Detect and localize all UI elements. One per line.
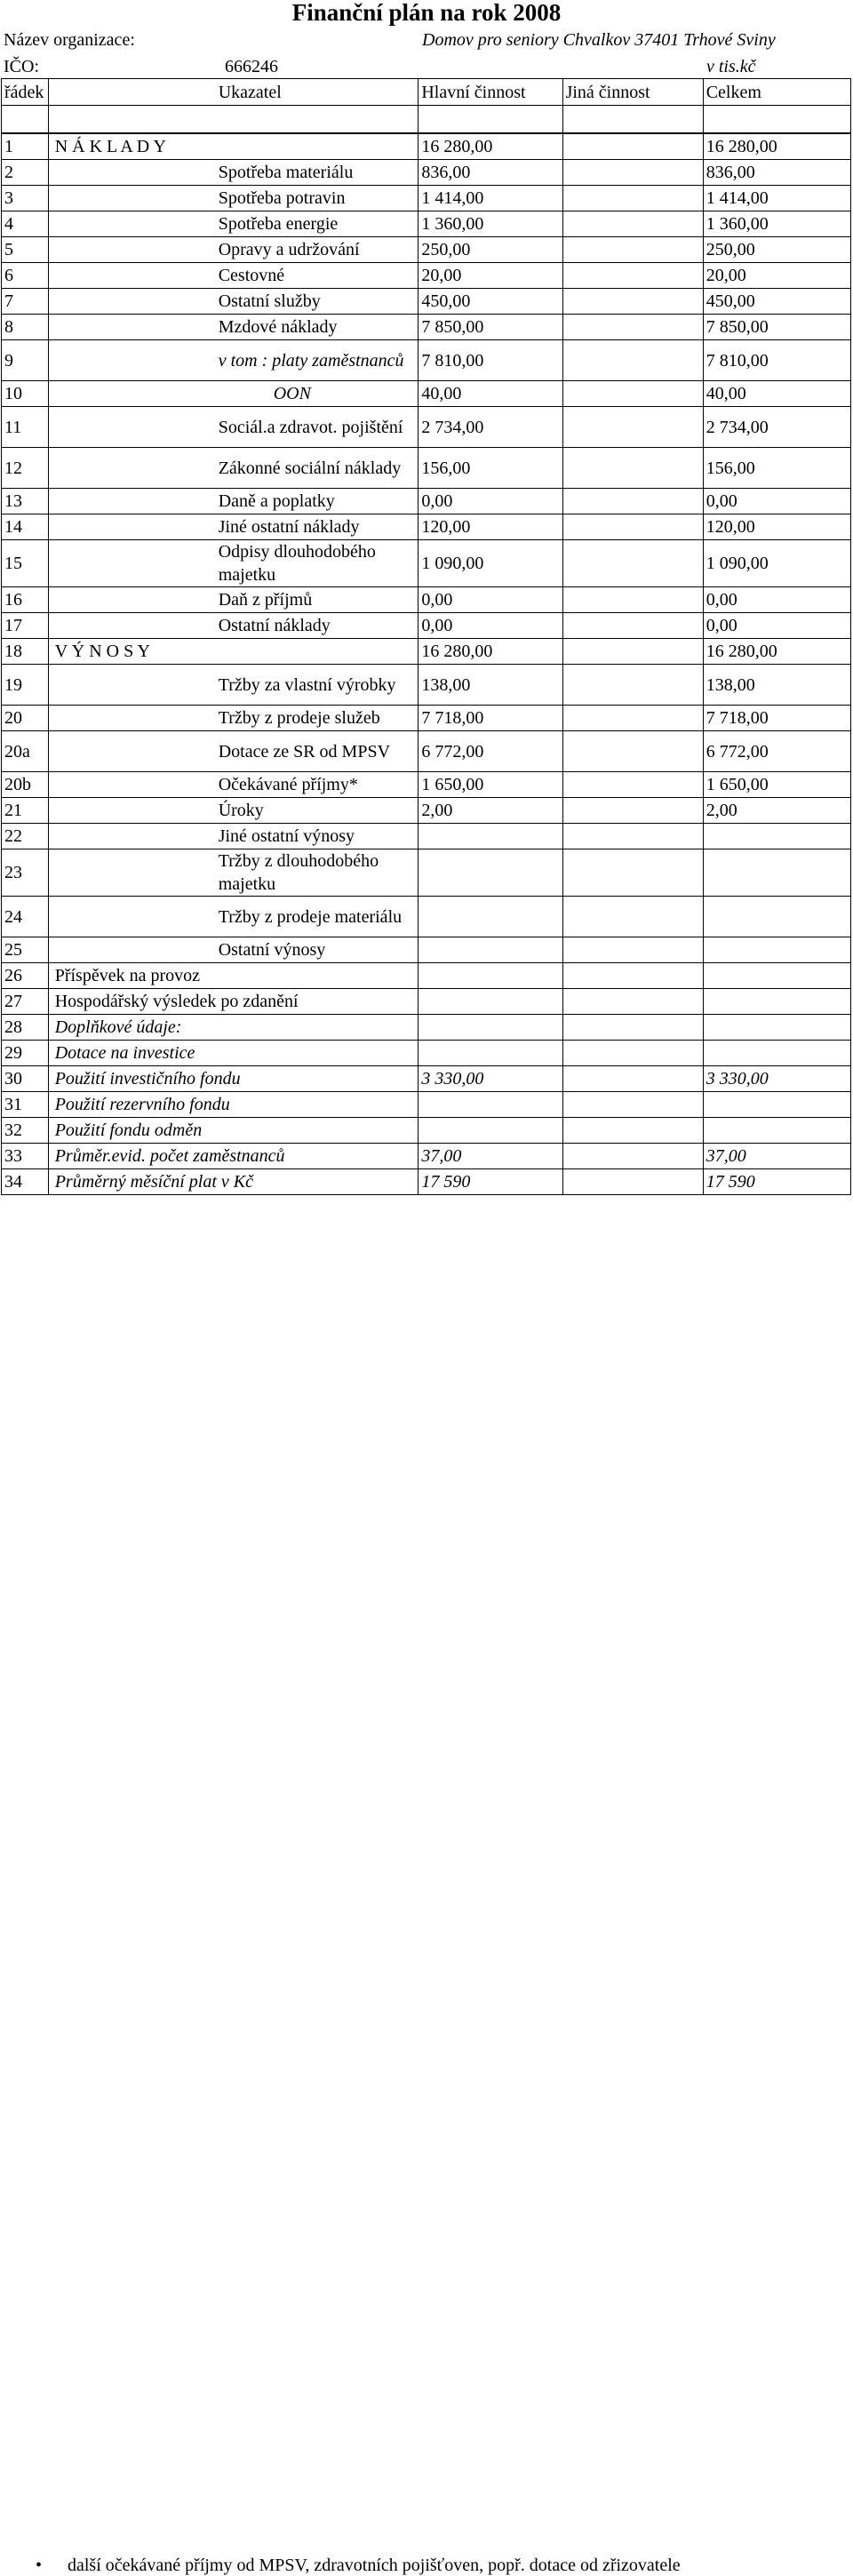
value-total: 2 734,00 <box>703 407 850 448</box>
row-number: 34 <box>2 1169 49 1195</box>
value-other <box>562 897 703 937</box>
header-cell-total: Celkem <box>703 79 850 106</box>
row-number: 21 <box>2 798 49 824</box>
org-label: Název organizace: <box>4 30 135 50</box>
table-row <box>2 897 851 937</box>
indicator-name: Daně a poplatky <box>48 489 419 514</box>
row-number: 20 <box>2 706 49 731</box>
value-other <box>562 489 703 514</box>
indicator-name: Ostatní služby <box>48 289 419 315</box>
value-main: 450,00 <box>419 289 562 315</box>
indicator-name: Tržby z prodeje služeb <box>48 706 419 731</box>
table-row <box>2 989 851 1015</box>
value-other <box>562 1015 703 1041</box>
table-row <box>2 849 851 897</box>
value-main: 6 772,00 <box>419 731 562 772</box>
table-row <box>2 211 851 237</box>
table-row <box>2 963 851 989</box>
value-total <box>703 1118 850 1144</box>
value-total: 2,00 <box>703 798 850 824</box>
value-other <box>562 1041 703 1066</box>
value-main: 250,00 <box>419 237 562 263</box>
row-number: 29 <box>2 1041 49 1066</box>
row-number: 3 <box>2 186 49 211</box>
value-main: 20,00 <box>419 263 562 289</box>
table-row <box>2 587 851 613</box>
indicator-name: Cestovné <box>48 263 419 289</box>
table-row <box>2 639 851 665</box>
row-number: 15 <box>2 540 49 587</box>
value-other <box>562 772 703 798</box>
value-total: 3 330,00 <box>703 1066 850 1092</box>
value-main <box>419 824 562 849</box>
table-row <box>2 772 851 798</box>
table-row <box>2 186 851 211</box>
row-number: 26 <box>2 963 49 989</box>
value-other <box>562 706 703 731</box>
value-total: 37,00 <box>703 1144 850 1169</box>
spacer-row <box>2 106 851 134</box>
table-row <box>2 381 851 407</box>
value-total: 1 090,00 <box>703 540 850 587</box>
row-number: 20a <box>2 731 49 772</box>
value-other <box>562 665 703 706</box>
value-main: 0,00 <box>419 613 562 639</box>
value-main: 0,00 <box>419 489 562 514</box>
value-main: 40,00 <box>419 381 562 407</box>
value-other <box>562 540 703 587</box>
org-name: Domov pro seniory Chvalkov 37401 Trhové Sviny <box>422 30 776 50</box>
value-total: 1 360,00 <box>703 211 850 237</box>
row-number: 27 <box>2 989 49 1015</box>
row-number: 8 <box>2 315 49 340</box>
row-number: 14 <box>2 514 49 540</box>
row-number: 6 <box>2 263 49 289</box>
row-number: 5 <box>2 237 49 263</box>
value-total: 16 280,00 <box>703 639 850 665</box>
indicator-name: V Ý N O S Y <box>48 639 419 665</box>
value-main <box>419 989 562 1015</box>
value-main <box>419 937 562 963</box>
value-main <box>419 849 562 897</box>
value-total: 6 772,00 <box>703 731 850 772</box>
value-other <box>562 448 703 489</box>
row-number: 9 <box>2 340 49 381</box>
value-other <box>562 613 703 639</box>
value-other <box>562 340 703 381</box>
value-other <box>562 1118 703 1144</box>
ico-label: IČO: <box>4 57 39 76</box>
value-other <box>562 1169 703 1195</box>
value-main <box>419 1092 562 1118</box>
value-main: 2 734,00 <box>419 407 562 448</box>
indicator-name: Očekávané příjmy* <box>48 772 419 798</box>
value-main <box>419 1118 562 1144</box>
value-total: 7 718,00 <box>703 706 850 731</box>
table-row <box>2 937 851 963</box>
table-row <box>2 731 851 772</box>
indicator-name: N Á K L A D Y <box>48 133 419 160</box>
indicator-name: Použití investičního fondu <box>48 1066 419 1092</box>
indicator-name: Hospodářský výsledek po zdanění <box>48 989 419 1015</box>
value-other <box>562 407 703 448</box>
table-row <box>2 1041 851 1066</box>
value-total: 40,00 <box>703 381 850 407</box>
row-number: 33 <box>2 1144 49 1169</box>
value-main: 16 280,00 <box>419 639 562 665</box>
value-other <box>562 937 703 963</box>
table-row <box>2 160 851 186</box>
value-total: 250,00 <box>703 237 850 263</box>
value-other <box>562 1092 703 1118</box>
value-other <box>562 824 703 849</box>
value-other <box>562 160 703 186</box>
table-row <box>2 340 851 381</box>
row-number: 2 <box>2 160 49 186</box>
value-total <box>703 897 850 937</box>
indicator-name: Mzdové náklady <box>48 315 419 340</box>
row-number: 11 <box>2 407 49 448</box>
value-other <box>562 133 703 160</box>
table-row <box>2 237 851 263</box>
value-other <box>562 1066 703 1092</box>
indicator-name: Odpisy dlouhodobého majetku <box>48 540 419 587</box>
table-row <box>2 289 851 315</box>
document-title: Finanční plán na rok 2008 <box>291 0 562 26</box>
value-total <box>703 849 850 897</box>
value-other <box>562 989 703 1015</box>
indicator-name: Příspěvek na provoz <box>48 963 419 989</box>
value-total: 138,00 <box>703 665 850 706</box>
value-main: 3 330,00 <box>419 1066 562 1092</box>
indicator-name: Doplňkové údaje: <box>48 1015 419 1041</box>
indicator-name: Tržby z dlouhodobého majetku <box>48 849 419 897</box>
indicator-name: Spotřeba potravin <box>48 186 419 211</box>
value-total <box>703 963 850 989</box>
value-total: 17 590 <box>703 1169 850 1195</box>
row-number: 16 <box>2 587 49 613</box>
value-total: 1 650,00 <box>703 772 850 798</box>
value-total: 1 414,00 <box>703 186 850 211</box>
row-number: 22 <box>2 824 49 849</box>
indicator-name: Ostatní náklady <box>48 613 419 639</box>
table-row <box>2 1015 851 1041</box>
value-other <box>562 315 703 340</box>
row-number: 7 <box>2 289 49 315</box>
table-row <box>2 514 851 540</box>
value-total: 450,00 <box>703 289 850 315</box>
value-other <box>562 211 703 237</box>
value-other <box>562 514 703 540</box>
header-cell-other: Jiná činnost <box>562 79 703 106</box>
table-row <box>2 263 851 289</box>
value-other <box>562 263 703 289</box>
header-cell-indicator: Ukazatel <box>48 79 419 106</box>
value-main: 37,00 <box>419 1144 562 1169</box>
table-row <box>2 1144 851 1169</box>
unit-label: v tis.kč <box>706 57 756 76</box>
row-number: 12 <box>2 448 49 489</box>
value-main: 2,00 <box>419 798 562 824</box>
ico-value: 666246 <box>225 57 278 76</box>
indicator-name: Jiné ostatní výnosy <box>48 824 419 849</box>
indicator-name: Zákonné sociální náklady <box>48 448 419 489</box>
value-total <box>703 1041 850 1066</box>
value-total: 20,00 <box>703 263 850 289</box>
row-number: 23 <box>2 849 49 897</box>
indicator-name: Jiné ostatní náklady <box>48 514 419 540</box>
header-cell-main: Hlavní činnost <box>419 79 562 106</box>
value-other <box>562 289 703 315</box>
row-number: 32 <box>2 1118 49 1144</box>
row-number: 1 <box>2 133 49 160</box>
row-number: 28 <box>2 1015 49 1041</box>
value-main: 1 414,00 <box>419 186 562 211</box>
row-number: 17 <box>2 613 49 639</box>
table-row <box>2 133 851 160</box>
indicator-name: Tržby za vlastní výrobky <box>48 665 419 706</box>
indicator-name: Daň z příjmů <box>48 587 419 613</box>
row-number: 24 <box>2 897 49 937</box>
row-number: 10 <box>2 381 49 407</box>
indicator-name: v tom : platy zaměstnanců <box>48 340 419 381</box>
value-main <box>419 1041 562 1066</box>
indicator-name: Dotace na investice <box>48 1041 419 1066</box>
value-other <box>562 798 703 824</box>
row-number: 19 <box>2 665 49 706</box>
value-main: 16 280,00 <box>419 133 562 160</box>
value-other <box>562 963 703 989</box>
table-row <box>2 1066 851 1092</box>
indicator-name: Spotřeba energie <box>48 211 419 237</box>
value-main: 7 810,00 <box>419 340 562 381</box>
indicator-name: Spotřeba materiálu <box>48 160 419 186</box>
value-main <box>419 963 562 989</box>
value-main: 1 360,00 <box>419 211 562 237</box>
indicator-name: Ostatní výnosy <box>48 937 419 963</box>
value-other <box>562 237 703 263</box>
table-row <box>2 613 851 639</box>
indicator-name: Průměrný měsíční plat v Kč <box>48 1169 419 1195</box>
value-total <box>703 1015 850 1041</box>
value-main <box>419 897 562 937</box>
table-row <box>2 1169 851 1195</box>
value-main: 0,00 <box>419 587 562 613</box>
table-row <box>2 1118 851 1144</box>
value-total: 7 850,00 <box>703 315 850 340</box>
row-number: 18 <box>2 639 49 665</box>
value-main: 156,00 <box>419 448 562 489</box>
table-row <box>2 489 851 514</box>
indicator-name: Použití rezervního fondu <box>48 1092 419 1118</box>
row-number: 20b <box>2 772 49 798</box>
value-main: 120,00 <box>419 514 562 540</box>
row-number: 4 <box>2 211 49 237</box>
value-total: 120,00 <box>703 514 850 540</box>
indicator-name: Průměr.evid. počet zaměstnanců <box>48 1144 419 1169</box>
value-other <box>562 186 703 211</box>
value-total <box>703 1092 850 1118</box>
header-row <box>2 79 851 106</box>
table-row <box>2 407 851 448</box>
value-total: 7 810,00 <box>703 340 850 381</box>
row-number: 25 <box>2 937 49 963</box>
indicator-name: Úroky <box>48 798 419 824</box>
value-other <box>562 587 703 613</box>
value-total: 156,00 <box>703 448 850 489</box>
value-total: 16 280,00 <box>703 133 850 160</box>
table-row <box>2 1092 851 1118</box>
value-total: 836,00 <box>703 160 850 186</box>
table-row <box>2 665 851 706</box>
row-number: 30 <box>2 1066 49 1092</box>
value-total <box>703 937 850 963</box>
indicator-name: Dotace ze SR od MPSV <box>48 731 419 772</box>
indicator-name: Sociál.a zdravot. pojištění <box>48 407 419 448</box>
table-row <box>2 706 851 731</box>
value-other <box>562 849 703 897</box>
value-total: 0,00 <box>703 587 850 613</box>
value-total: 0,00 <box>703 613 850 639</box>
value-total <box>703 824 850 849</box>
value-main: 836,00 <box>419 160 562 186</box>
table-row <box>2 540 851 587</box>
value-other <box>562 731 703 772</box>
value-other <box>562 381 703 407</box>
table-row <box>2 448 851 489</box>
indicator-name: Opravy a udržování <box>48 237 419 263</box>
value-main: 7 718,00 <box>419 706 562 731</box>
value-other <box>562 1144 703 1169</box>
table-row <box>2 315 851 340</box>
value-main: 1 650,00 <box>419 772 562 798</box>
value-main: 1 090,00 <box>419 540 562 587</box>
row-number: 31 <box>2 1092 49 1118</box>
indicator-name: Tržby z prodeje materiálu <box>48 897 419 937</box>
row-number: 13 <box>2 489 49 514</box>
value-main: 138,00 <box>419 665 562 706</box>
indicator-name: OON <box>48 381 419 407</box>
bullet-icon: • <box>36 2556 43 2575</box>
value-total <box>703 989 850 1015</box>
value-main <box>419 1015 562 1041</box>
value-total: 0,00 <box>703 489 850 514</box>
header-cell-row: řádek <box>2 79 49 106</box>
value-other <box>562 639 703 665</box>
value-main: 7 850,00 <box>419 315 562 340</box>
value-main: 17 590 <box>419 1169 562 1195</box>
financial-plan-table <box>1 78 851 1195</box>
indicator-name: Použití fondu odměn <box>48 1118 419 1144</box>
table-row <box>2 798 851 824</box>
table-row <box>2 824 851 849</box>
footnote-text: další očekávané příjmy od MPSV, zdravotních pojišťoven, popř. dotace od zřizovatele <box>68 2556 681 2575</box>
